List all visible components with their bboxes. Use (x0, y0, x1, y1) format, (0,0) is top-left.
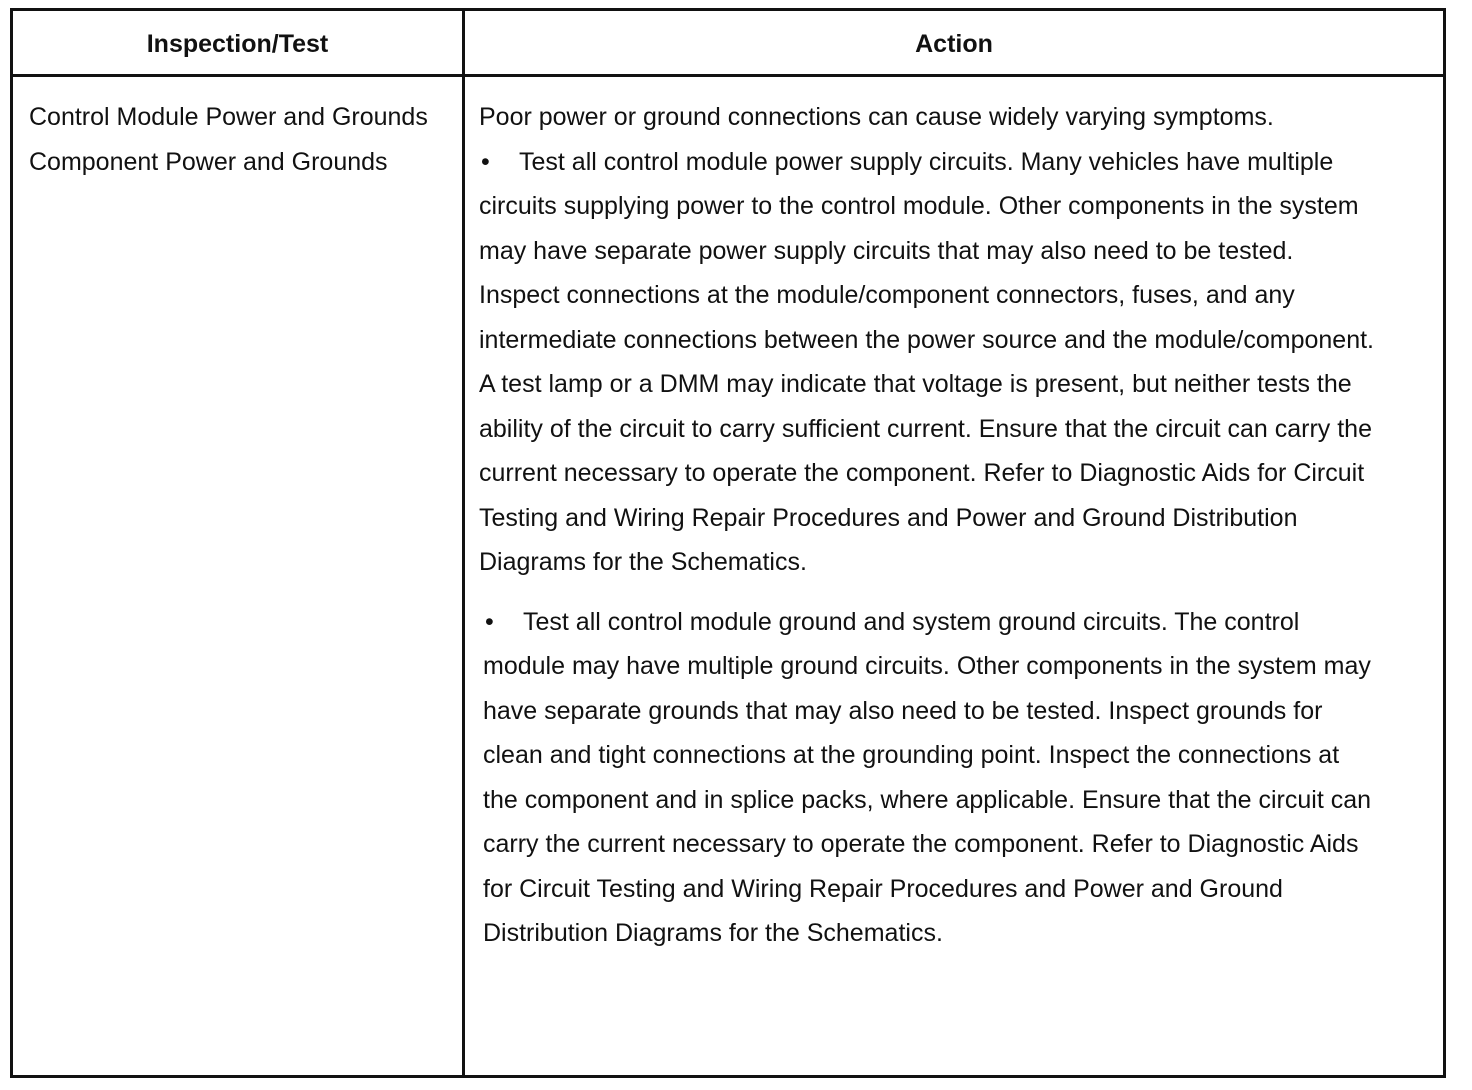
action-cell (479, 95, 1379, 956)
header-inspection-test: Inspection/Test (146, 30, 329, 58)
action-intro: Poor power or ground connections can cause widely varying symptoms. (479, 103, 1274, 131)
header-divider (13, 74, 1443, 77)
column-divider (462, 11, 465, 1075)
bullet-marker: • (481, 147, 490, 176)
inspection-cell: Control Module Power and Grounds Component Power and Grounds (29, 103, 428, 176)
inspection-table (10, 8, 1446, 1078)
action-bullet-power (479, 140, 1379, 585)
bullet-marker: • (485, 607, 494, 636)
action-bullet-power-text: Test all control module power supply circuits. Many vehicles have multiple circuits supplying power to the control module. Other components in the system may have separate power supply circuits that may also need to be tested. Inspect connections at the module/component connectors, fuses, and any intermediate connections between the power source and the module/component. A test lamp or a DMM may indicate that voltage is present, but neither tests the ability of the circuit to carry sufficient current. Ensure that the circuit can carry the current necessary to operate the component. Refer to Diagnostic Aids for Circuit Testing and Wiring Repair Procedures and Power and Ground Distribution Diagrams for the Schematics. (479, 147, 1375, 576)
action-bullet-ground (479, 600, 1379, 956)
action-bullet-ground-text: Test all control module ground and system ground circuits. The control module may have multiple ground circuits. Other components in the system may have separate grounds that may also need to be tested. Inspect grounds for clean and tight connections at the grounding point. Inspect the connections at the component and in splice packs, where applicable. Ensure that the circuit can carry the current necessary to operate the component. Refer to Diagnostic Aids for Circuit Testing and Wiring Repair Procedures and Power and Ground Distribution Diagrams for the Schematics. (483, 607, 1372, 947)
header-action: Action (915, 30, 993, 58)
